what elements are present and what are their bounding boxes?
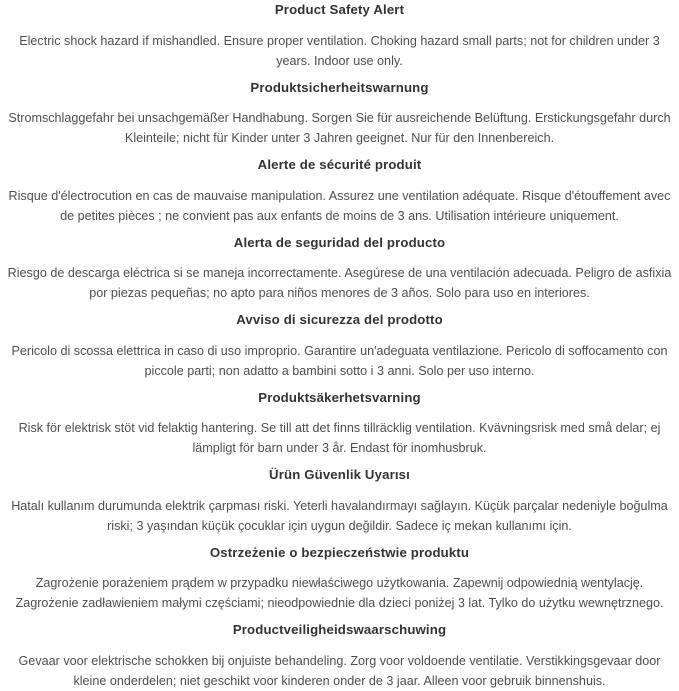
- safety-notice-german: [0, 79, 679, 149]
- safety-notice-turkish: [0, 466, 679, 536]
- safety-heading-german: Produktsicherheitswarnung: [250, 79, 429, 95]
- safety-body-swedish: Risk för elektrisk stöt vid felaktig hantering. Se till att det finns tillräcklig ventilation. Kvävningsrisk med små delar; ej lämpligt för barn under 3 år. Endast för inomhusbruk.: [18, 421, 661, 455]
- safety-heading-italian: Avviso di sicurezza del prodotto: [236, 312, 443, 327]
- safety-body-dutch: Gevaar voor elektrische schokken bij onjuiste behandeling. Zorg voor voldoende ventilatie. Verstikkingsgevaar door kleine onderdelen; niet geschikt voor kinderen onder de 3 jaar. Alleen voor gebruik binnenshuis.: [18, 653, 661, 688]
- safety-heading-polish: Ostrzeżenie o bezpieczeństwie produktu: [209, 544, 470, 560]
- safety-notice-english: [0, 1, 679, 71]
- safety-body-english: Electric shock hazard if mishandled. Ensure proper ventilation. Choking hazard small parts; not for children under 3 years. Indoor use only.: [19, 33, 660, 68]
- safety-body-spanish: Riesgo de descarga eléctrica si se maneja incorrectamente. Asegúrese de una ventilación adecuada. Peligro de asfixia por piezas pequeñas; no apto para niños menores de 3 años. Solo para uso en interiores.: [7, 266, 672, 300]
- safety-heading-spanish: Alerta de seguridad del producto: [233, 234, 446, 250]
- safety-heading-turkish: Ürün Güvenlik Uyarısı: [269, 467, 410, 482]
- safety-body-german: Stromschlaggefahr bei unsachgemäßer Handhabung. Sorgen Sie für ausreichende Belüftung. Erstickungsgefahr durch Kleinteile; nicht für Kinder unter 3 Jahren geeignet. Nur für den Innenbereich.: [8, 111, 671, 145]
- safety-body-italian: Pericolo di scossa elettrica in caso di uso improprio. Garantire un'adeguata ventilazione. Pericolo di soffocamento con piccole parti; non adatto a bambini sotto i 3 anni. Solo per uso interno.: [11, 343, 668, 378]
- safety-body-turkish: Hatalı kullanım durumunda elektrik çarpması riski. Yeterli havalandırmayı sağlayın. Küçük parçalar nedeniyle boğulma riski; 3 yaşından küçük çocuklar için uygun değildir. Sadece iç mekan kullanımı için.: [11, 498, 668, 533]
- safety-heading-french: Alerte de sécurité produit: [257, 157, 422, 172]
- safety-notice-polish: [0, 544, 679, 614]
- safety-body-french: Risque d'électrocution en cas de mauvaise manipulation. Assurez une ventilation adéquate. Risque d'étouffement avec de petites pièces ; ne convient pas aux enfants de moins de 3 ans. Utilisation intérieure uniquement.: [8, 188, 671, 223]
- safety-notice-spanish: [0, 234, 679, 304]
- safety-heading-english: Product Safety Alert: [274, 2, 405, 17]
- safety-heading-dutch: Productveiligheidswaarschuwing: [232, 622, 447, 637]
- safety-body-polish: Zagrożenie porażeniem prądem w przypadku niewłaściwego użytkowania. Zapewnij odpowiednią wentylację. Zagrożenie zadławieniem małymi częściami; nieodpowiednie dla dzieci poniżej 3 lat. Tylko do użytku wewnętrznego.: [15, 576, 664, 610]
- safety-notice-french: [0, 156, 679, 226]
- safety-notice-swedish: [0, 389, 679, 459]
- safety-heading-swedish: Produktsäkerhetsvarning: [258, 389, 421, 405]
- safety-notice-dutch: [0, 621, 679, 691]
- safety-notice-italian: [0, 311, 679, 381]
